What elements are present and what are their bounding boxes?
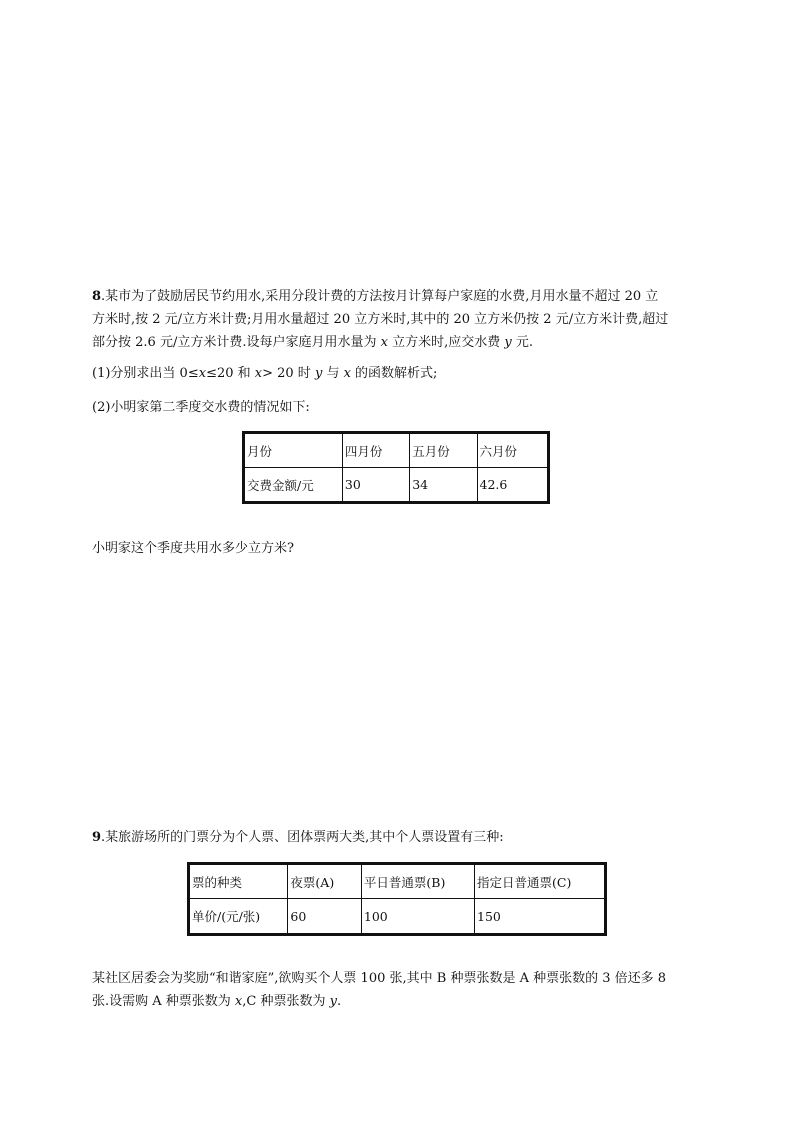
table-header-row <box>189 864 606 899</box>
table-header-row <box>244 433 549 468</box>
table-cell: 夜票(A) <box>288 864 361 899</box>
table-cell: 平日普通票(B) <box>361 864 474 899</box>
table-row <box>189 899 606 935</box>
table-cell: 月份 <box>244 433 343 468</box>
table-row <box>244 468 549 503</box>
table-cell: 34 <box>410 468 477 503</box>
q9-line-2: 张.设需购 A 种票张数为 x,C 种票张数为 y. <box>92 994 342 1009</box>
table-cell: 单价/(元/张) <box>189 899 288 935</box>
table-cell: 60 <box>288 899 361 935</box>
table-cell: 100 <box>361 899 474 935</box>
table-cell: 42.6 <box>477 468 548 503</box>
table-cell: 交费金额/元 <box>244 468 343 503</box>
table-cell: 票的种类 <box>189 864 288 899</box>
table-cell: 六月份 <box>477 433 548 468</box>
q9-line-1: 某社区居委会为奖励“和谐家庭”,欲购买个人票 100 张,其中 B 种票张数是 A 种票张数的 3 倍还多 8 <box>92 971 667 986</box>
water-fee-table <box>242 431 550 504</box>
q8-line-1: 8.某市为了鼓励居民节约用水,采用分段计费的方法按月计算每户家庭的水费,月用水量不超过 20 立 <box>92 289 659 304</box>
table-cell: 指定日普通票(C) <box>475 864 606 899</box>
q8-question: 小明家这个季度共用水多少立方米? <box>92 541 294 556</box>
ticket-price-table <box>187 862 607 936</box>
question-9-text: 9.某旅游场所的门票分为个人票、团体票两大类,其中个人票设置有三种: <box>92 830 504 845</box>
q8-line-3: 部分按 2.6 元/立方米计费.设每户家庭月用水量为 x 立方米时,应交水费 y 元. <box>92 335 533 350</box>
question-number: 9 <box>92 830 102 845</box>
q8-part-1: (1)分别求出当 0≤x≤20 和 x> 20 时 y 与 x 的函数解析式; <box>92 366 438 381</box>
q8-part-2: (2)小明家第二季度交水费的情况如下: <box>92 400 310 415</box>
question-8-text <box>92 285 704 354</box>
q8-line-2: 方米时,按 2 元/立方米计费;月用水量超过 20 立方米时,其中的 20 立方米仍按 2 元/立方米计费,超过 <box>92 312 669 327</box>
question-number: 8 <box>92 289 102 304</box>
table-cell: 30 <box>342 468 409 503</box>
table-cell: 四月份 <box>342 433 409 468</box>
q9-description <box>92 967 704 1013</box>
table-cell: 150 <box>475 899 606 935</box>
table-cell: 五月份 <box>410 433 477 468</box>
